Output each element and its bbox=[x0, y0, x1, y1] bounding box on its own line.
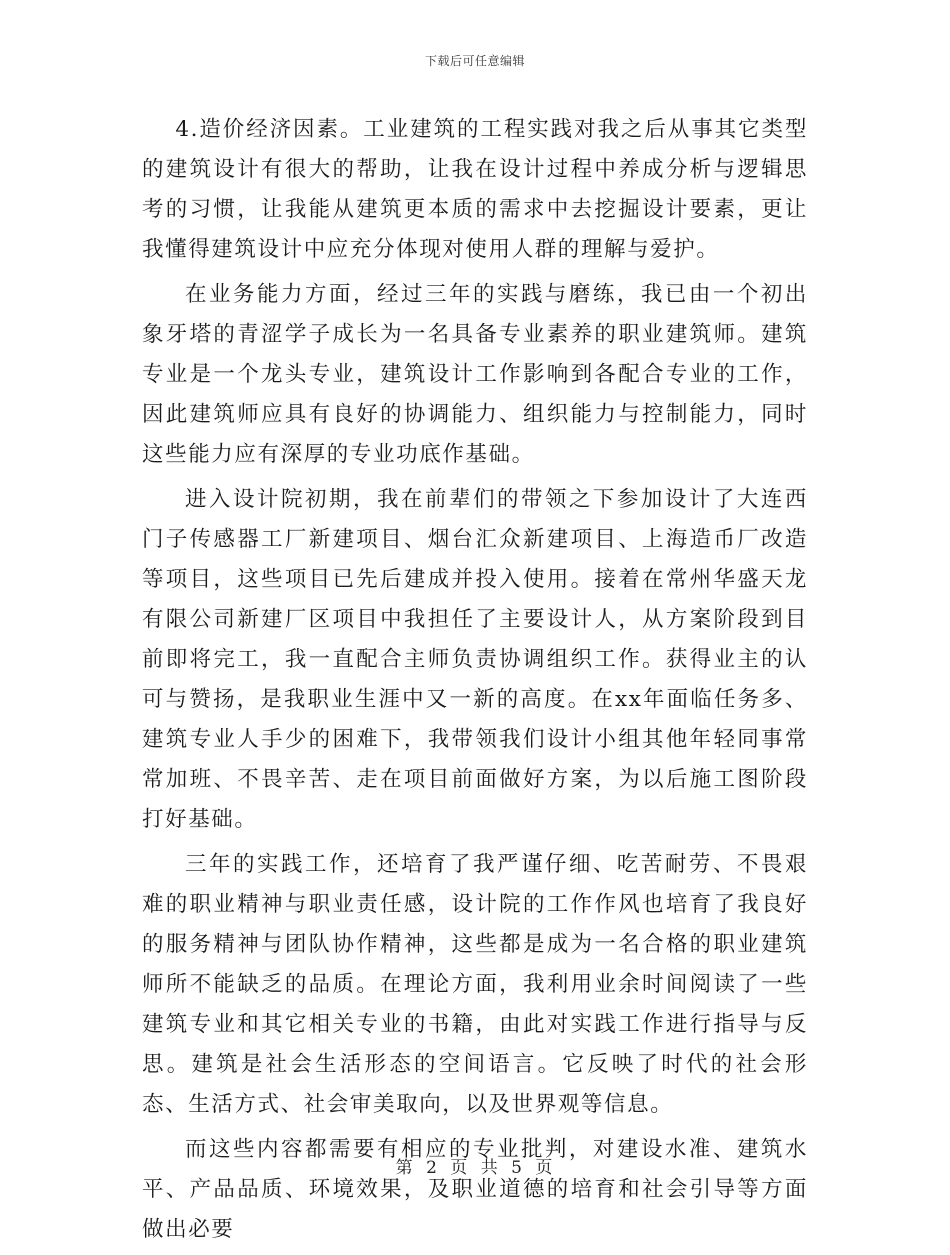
paragraph-project-experience: 进入设计院初期，我在前辈们的带领之下参加设计了大连西门子传感器工厂新建项目、烟台汇众新建项目、上海造币厂改造等项目，这些项目已先后建成并投入使用。接着在常州华盛天龙有限公司新建厂区项目中我担任了主要设计人，从方案阶段到目前即将完工，我一直配合主师负责协调组织工作。获得业主的认可与赞扬，是我职业生涯中又一新的高度。在xx年面临任务多、建筑专业人手少的困难下，我带领我们设计小组其他年轻同事常常加班、不畏辛苦、走在项目前面做好方案，为以后施工图阶段打好基础。 bbox=[142, 487, 808, 832]
page-number-footer: 第 2 页 共 5 页 bbox=[395, 1158, 555, 1178]
paragraph-practice-and-theory: 三年的实践工作，还培育了我严谨仔细、吃苦耐劳、不畏艰难的职业精神与职业责任感，设计院的工作作风也培育了我良好的服务精神与团队协作精神，这些都是成为一名合格的职业建筑师所不能缺乏的品质。在理论方面，我利用业余时间阅读了一些建筑专业和其它相关专业的书籍，由此对实践工作进行指导与反思。建筑是社会生活形态的空间语言。它反映了时代的社会形态、生活方式、社会审美取向，以及世界观等信息。 bbox=[142, 852, 808, 1117]
page-header: 下载后可任意编辑 bbox=[424, 54, 525, 68]
document-body bbox=[142, 110, 808, 1255]
paragraph-professional-ability: 在业务能力方面，经过三年的实践与磨练，我已由一个初出象牙塔的青涩学子成长为一名具备专业素养的职业建筑师。建筑专业是一个龙头专业，建筑设计工作影响到各配合专业的工作，因此建筑师应具有良好的协调能力、组织能力与控制能力，同时这些能力应有深厚的专业功底作基础。 bbox=[142, 282, 808, 467]
paragraph-professional-critique: 而这些内容都需要有相应的专业批判，对建设水准、建筑水平、产品品质、环境效果，及职业道德的培育和社会引导等方面做出必要 bbox=[142, 1137, 808, 1242]
paragraph-cost-factors: 4.造价经济因素。工业建筑的工程实践对我之后从事其它类型的建筑设计有很大的帮助，让我在设计过程中养成分析与逻辑思考的习惯，让我能从建筑更本质的需求中去挖掘设计要素，更让我懂得建筑设计中应充分体现对使用人群的理解与爱护。 bbox=[142, 117, 808, 262]
